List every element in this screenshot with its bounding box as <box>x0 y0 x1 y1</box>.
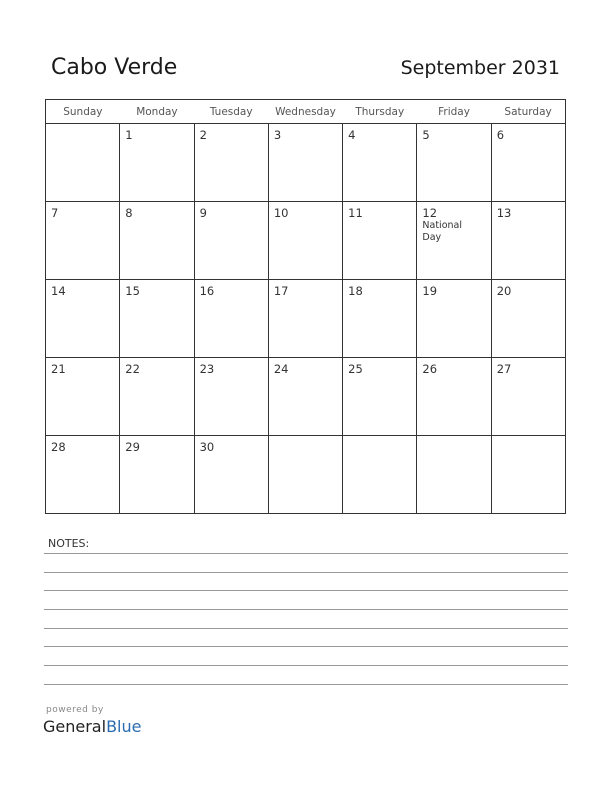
day-cell[interactable] <box>46 202 120 280</box>
day-cell[interactable] <box>46 280 120 358</box>
day-number: 23 <box>199 362 215 376</box>
day-cell[interactable] <box>417 124 491 202</box>
day-cell[interactable] <box>268 358 342 436</box>
week-row <box>46 358 566 436</box>
day-cell[interactable] <box>46 358 120 436</box>
day-cell[interactable] <box>268 202 342 280</box>
powered-by-text: powered by <box>46 705 104 715</box>
day-cell[interactable] <box>491 124 565 202</box>
day-cell[interactable] <box>268 124 342 202</box>
weekday-monday: Monday <box>120 100 194 124</box>
day-number: 11 <box>348 206 363 220</box>
country-title: Cabo Verde <box>51 55 178 80</box>
day-number: 10 <box>273 206 289 220</box>
day-number: 9 <box>199 206 207 220</box>
notes-line[interactable] <box>44 572 568 573</box>
day-number: 18 <box>348 284 363 298</box>
brand-general: General <box>43 717 107 736</box>
day-cell[interactable] <box>194 202 268 280</box>
day-number: 25 <box>348 362 363 376</box>
day-cell[interactable] <box>343 202 417 280</box>
day-cell[interactable] <box>491 280 565 358</box>
day-number: 19 <box>422 284 438 298</box>
notes-line[interactable] <box>44 553 568 554</box>
generalblue-logo[interactable] <box>43 717 141 736</box>
week-row <box>46 436 566 514</box>
day-cell[interactable] <box>417 202 491 280</box>
day-number: 6 <box>496 128 505 142</box>
day-cell[interactable] <box>194 124 268 202</box>
day-number: 29 <box>125 440 140 454</box>
notes-line[interactable] <box>44 609 568 610</box>
day-number: 22 <box>125 362 140 376</box>
day-number: 21 <box>51 362 66 376</box>
day-number: 8 <box>125 206 133 220</box>
day-cell[interactable] <box>46 436 120 514</box>
day-number: 24 <box>273 362 289 376</box>
day-cell[interactable] <box>491 202 565 280</box>
day-number: 13 <box>496 206 512 220</box>
day-number: 12 <box>422 206 438 220</box>
notes-line[interactable] <box>44 628 568 629</box>
notes-line[interactable] <box>44 646 568 647</box>
weekday-sunday: Sunday <box>46 100 120 124</box>
calendar-grid <box>45 99 566 514</box>
holiday-label: National Day <box>422 220 462 243</box>
weekday-friday: Friday <box>417 100 491 124</box>
day-cell[interactable] <box>491 358 565 436</box>
day-cell[interactable] <box>343 124 417 202</box>
day-number: 1 <box>125 128 133 142</box>
day-number: 30 <box>199 440 215 454</box>
day-cell[interactable] <box>120 202 194 280</box>
day-number: 17 <box>273 284 289 298</box>
notes-label: NOTES: <box>48 537 90 550</box>
weekday-thursday: Thursday <box>343 100 417 124</box>
day-cell[interactable] <box>46 124 120 202</box>
weekday-wednesday: Wednesday <box>268 100 342 124</box>
day-cell[interactable] <box>194 436 268 514</box>
day-cell[interactable] <box>120 124 194 202</box>
day-cell[interactable] <box>120 358 194 436</box>
day-number: 27 <box>496 362 512 376</box>
day-number: 14 <box>51 284 66 298</box>
day-cell[interactable] <box>417 280 491 358</box>
week-row <box>46 124 566 202</box>
day-cell[interactable] <box>194 280 268 358</box>
day-number: 26 <box>422 362 438 376</box>
day-number: 2 <box>199 128 207 142</box>
day-number: 7 <box>51 206 59 220</box>
weekday-tuesday: Tuesday <box>194 100 268 124</box>
day-cell[interactable] <box>194 358 268 436</box>
weekday-saturday: Saturday <box>491 100 565 124</box>
day-number: 28 <box>51 440 66 454</box>
day-cell[interactable] <box>268 436 342 514</box>
notes-line[interactable] <box>44 665 568 666</box>
weekday-header-row <box>46 100 566 124</box>
day-cell[interactable] <box>417 358 491 436</box>
day-cell[interactable] <box>343 280 417 358</box>
day-cell[interactable] <box>417 436 491 514</box>
notes-line[interactable] <box>44 684 568 685</box>
day-cell[interactable] <box>491 436 565 514</box>
week-row <box>46 202 566 280</box>
day-number: 16 <box>199 284 215 298</box>
notes-line[interactable] <box>44 590 568 591</box>
brand-blue: Blue <box>106 717 142 736</box>
day-cell[interactable] <box>343 358 417 436</box>
day-number: 15 <box>125 284 140 298</box>
day-number: 3 <box>273 128 282 142</box>
day-cell[interactable] <box>120 436 194 514</box>
day-number: 4 <box>348 128 356 142</box>
day-cell[interactable] <box>268 280 342 358</box>
month-year-title: September 2031 <box>400 57 560 79</box>
day-number: 5 <box>422 128 430 142</box>
day-number: 20 <box>496 284 512 298</box>
day-cell[interactable] <box>120 280 194 358</box>
day-cell[interactable] <box>343 436 417 514</box>
week-row <box>46 280 566 358</box>
